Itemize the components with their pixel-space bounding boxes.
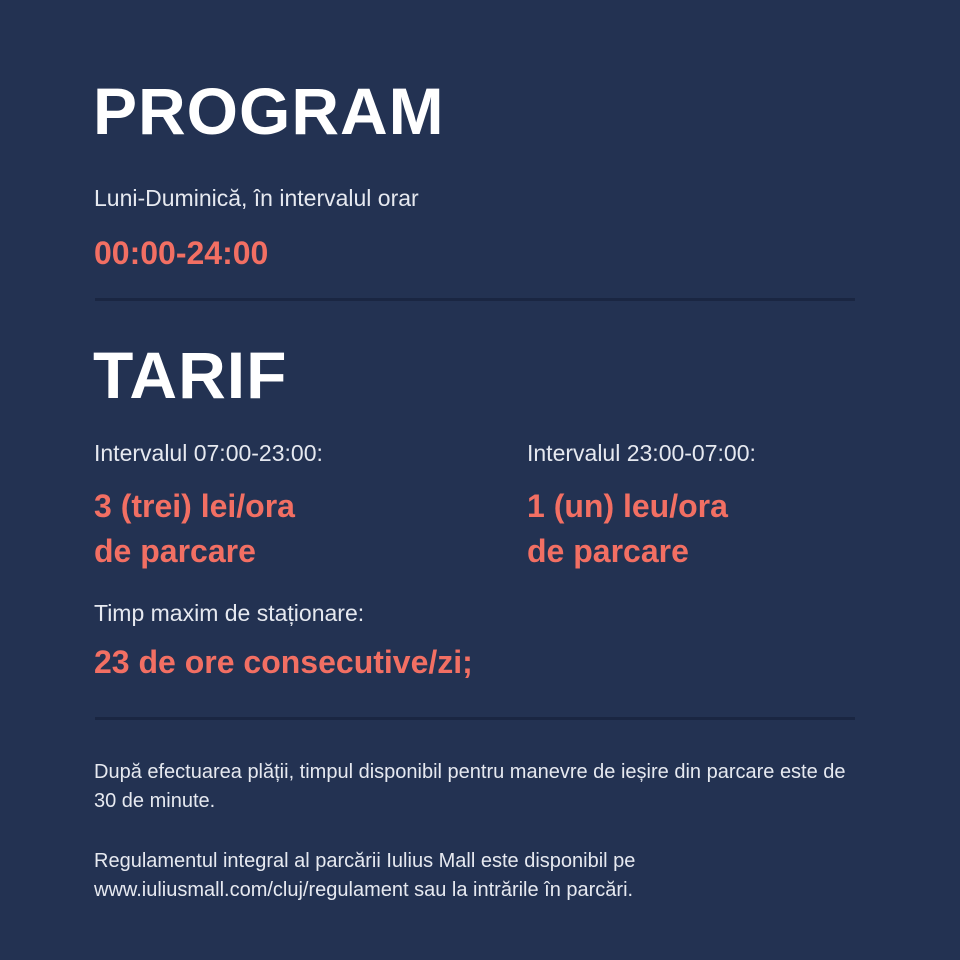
night-price-line-1: 1 (un) leu/ora [527,488,728,524]
program-days-text: Luni-Duminică, în intervalul orar [94,185,419,211]
program-heading: PROGRAM [93,74,445,148]
night-price-line-2: de parcare [527,533,689,569]
max-parking-label: Timp maxim de staționare: [94,600,365,626]
section-divider-bottom [95,717,855,720]
payment-exit-note: După efectuarea plății, timpul disponibil pentru manevre de ieșire din parcare este de 30 de minute. [94,761,846,812]
day-price-line-2: de parcare [94,533,256,569]
max-parking-value: 23 de ore consecutive/zi; [94,644,473,680]
night-interval-label: Intervalul 23:00-07:00: [527,440,756,466]
program-hours-value: 00:00-24:00 [94,235,269,271]
section-divider-top [95,298,855,301]
day-price-line-1: 3 (trei) lei/ora [94,488,295,524]
day-interval-price [94,484,295,574]
regulation-note: Regulamentul integral al parcării Iulius Mall este disponibil pe www.iuliusmall.com/cluj/regulament sau la intrările în parcări. [94,850,636,901]
tarif-heading: TARIF [93,338,288,412]
day-interval-label: Intervalul 07:00-23:00: [94,440,323,466]
night-interval-price [527,484,728,574]
